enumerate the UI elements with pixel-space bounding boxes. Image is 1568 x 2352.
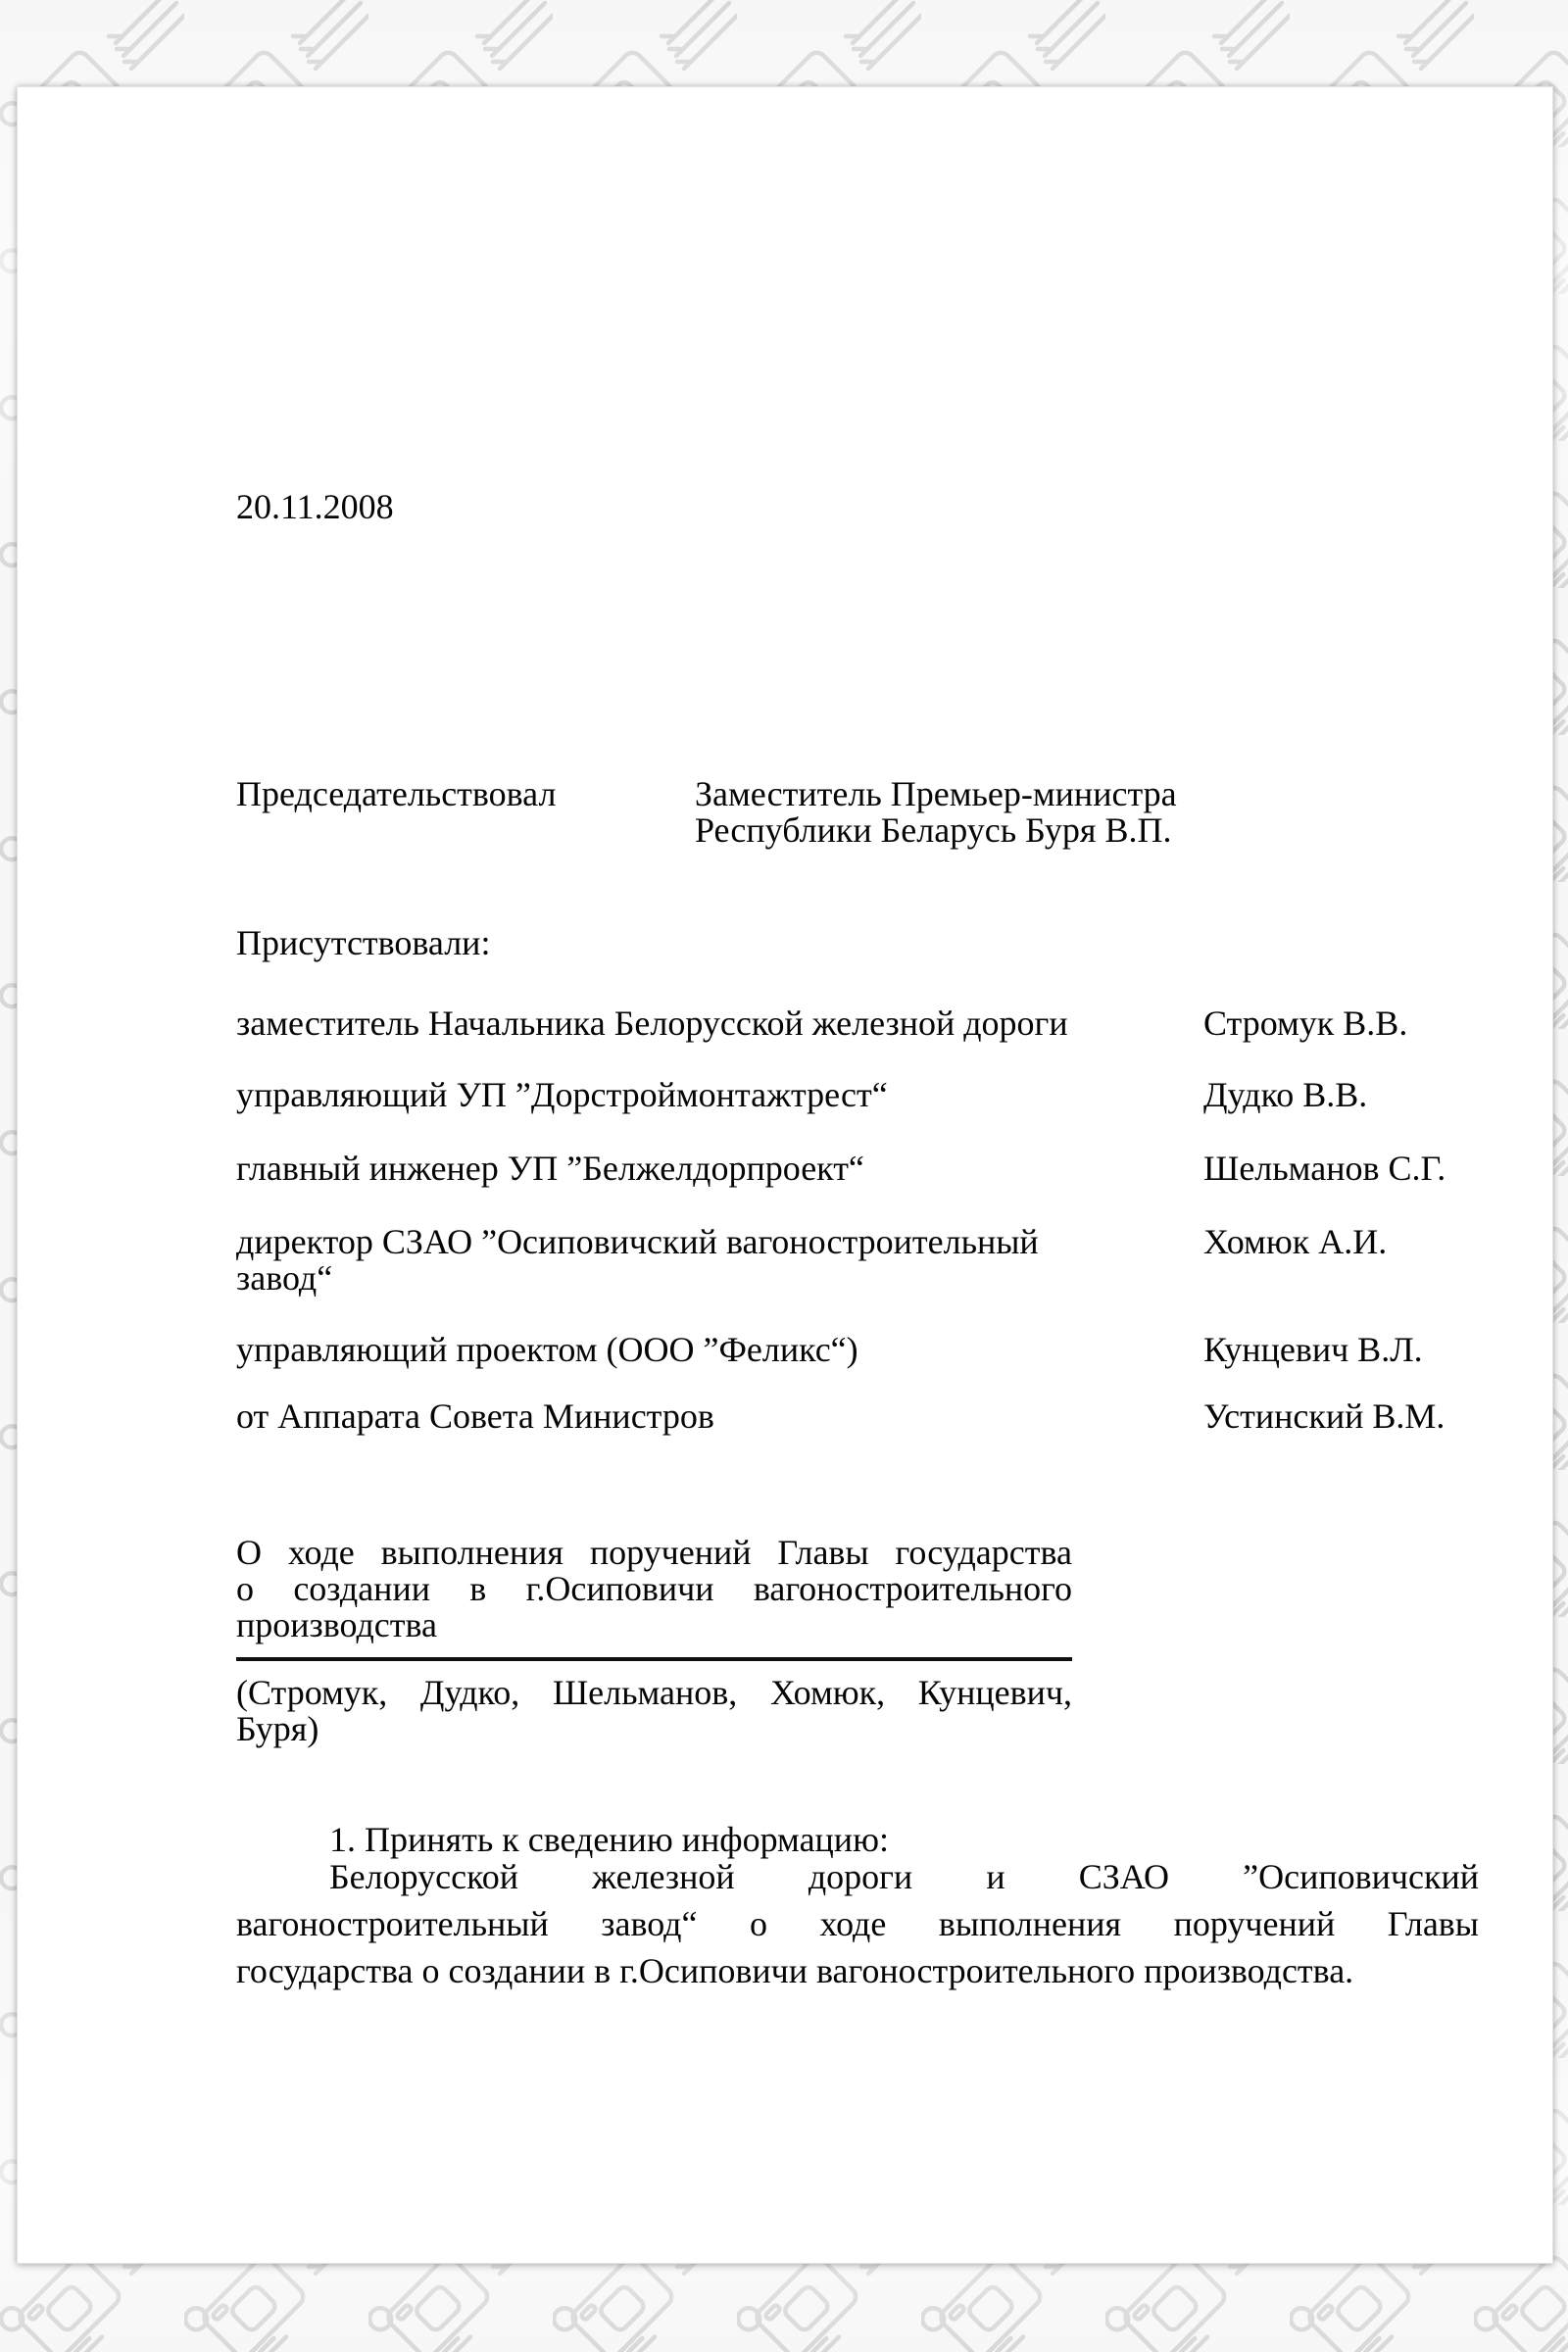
- attendee-name: Устинский В.М.: [1203, 1396, 1446, 1436]
- attendee-role-line: директор СЗАО ”Осиповичский вагоностроительный: [236, 1222, 1039, 1261]
- attendee-role: [236, 1398, 1157, 1435]
- attendee-name: Стромук В.В.: [1203, 1004, 1408, 1043]
- attendee-role-line: от Аппарата Совета Министров: [236, 1396, 714, 1436]
- attendee-role-line: управляющий проектом (ООО ”Феликс“): [236, 1330, 858, 1369]
- subject-paragraph: [236, 1535, 1072, 1643]
- attendee-name: Кунцевич В.Л.: [1203, 1330, 1423, 1369]
- speakers-line: (Стромук, Дудко, Шельманов, Хомюк, Кунцевич,: [236, 1673, 1072, 1712]
- attendee-name: Хомюк А.И.: [1203, 1222, 1388, 1261]
- speakers-paragraph: [236, 1675, 1072, 1747]
- document-date: 20.11.2008: [236, 487, 394, 526]
- attendee-role: [236, 1005, 1157, 1042]
- resolution-line: Белорусской железной дороги и СЗАО ”Осиповичский: [329, 1857, 1479, 1896]
- attendee-role: [236, 1224, 1157, 1297]
- attendee-role-line: завод“: [236, 1258, 333, 1298]
- document-page: [17, 86, 1553, 2264]
- resolution-paragraph: [236, 1853, 1479, 1994]
- chairman-line: Республики Беларусь Буря В.П.: [695, 810, 1172, 850]
- subject-line: О ходе выполнения поручений Главы государства: [236, 1533, 1072, 1572]
- attendee-role-line: главный инженер УП ”Белжелдорпроект“: [236, 1149, 864, 1188]
- resolution-line: вагоностроительный завод“ о ходе выполнения поручений Главы: [236, 1904, 1479, 1943]
- subject-underline-divider: [236, 1657, 1072, 1661]
- subject-line: производства: [236, 1605, 437, 1644]
- chairman-label: Председательствовал: [236, 774, 557, 813]
- chairman-line: Заместитель Премьер-министра: [695, 774, 1177, 813]
- attendee-role: [236, 1151, 1157, 1187]
- attendee-role: [236, 1332, 1157, 1368]
- attendee-role: [236, 1077, 1157, 1113]
- speakers-line: Буря): [236, 1709, 319, 1748]
- attendee-name: Шельманов С.Г.: [1203, 1149, 1446, 1188]
- resolution-intro: 1. Принять к сведению информацию:: [329, 1820, 889, 1859]
- subject-line: о создании в г.Осиповичи вагоностроительного: [236, 1569, 1072, 1608]
- attendees-heading: Присутствовали:: [236, 923, 491, 962]
- resolution-line: государства о создании в г.Осиповичи вагоностроительного производства.: [236, 1951, 1354, 1990]
- chairman-value: [695, 776, 1283, 849]
- attendee-name: Дудко В.В.: [1203, 1075, 1368, 1114]
- attendee-role-line: управляющий УП ”Дорстроймонтажтрест“: [236, 1075, 888, 1114]
- attendee-role-line: заместитель Начальника Белорусской железной дороги: [236, 1004, 1068, 1043]
